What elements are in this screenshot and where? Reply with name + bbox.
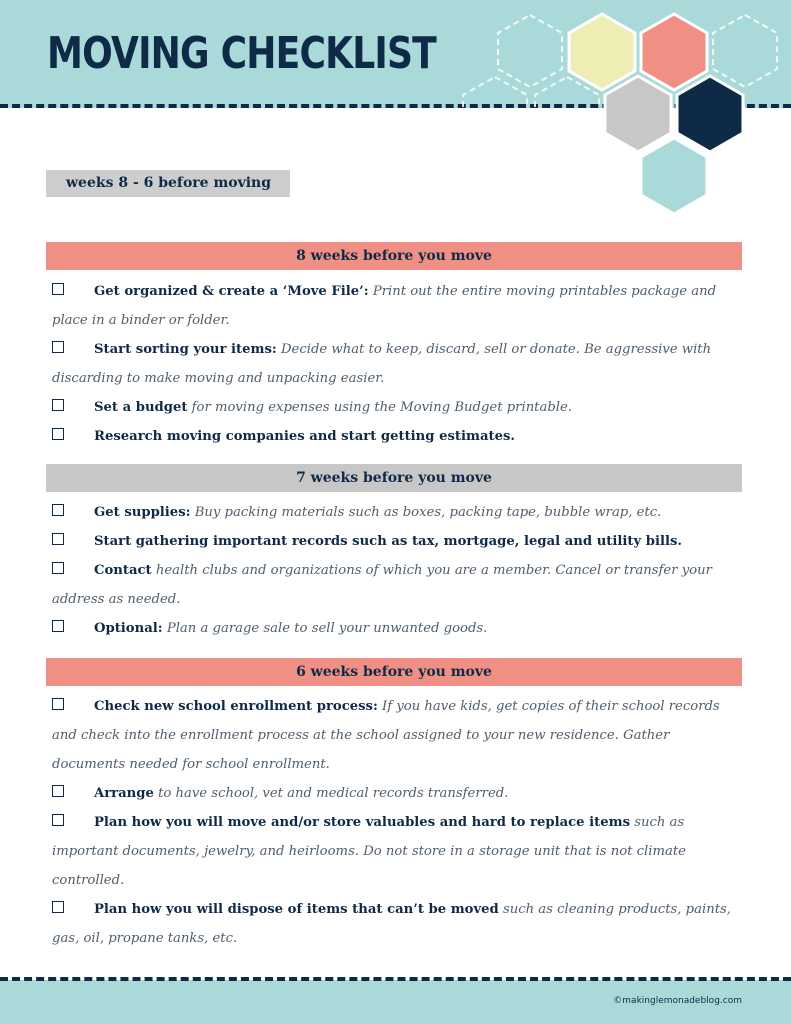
section-6-weeks-list <box>52 692 742 953</box>
hexagon-gray <box>605 76 671 152</box>
footer-dashed-border <box>0 977 791 981</box>
checkbox[interactable] <box>52 620 64 632</box>
section-heading-7-weeks: 7 weeks before you move <box>46 464 742 492</box>
checkbox[interactable] <box>52 283 64 295</box>
list-item: Plan how you will dispose of items that can’t be moved such as cleaning products, paints, gas, oil, propane tanks, etc. <box>52 902 731 946</box>
list-item: Check new school enrollment process: If you have kids, get copies of their school records and check into the enrollment process at the school assigned to your new residence. Gather documents needed for school enrollment. <box>52 699 720 772</box>
hexagon-navy <box>677 76 743 152</box>
weeks-range-label: weeks 8 - 6 before moving <box>46 170 290 197</box>
list-item: Get supplies: Buy packing materials such as boxes, packing tape, bubble wrap, etc. <box>52 498 742 527</box>
copyright-text: ©makinglemonadeblog.com <box>613 996 742 1006</box>
checkbox[interactable] <box>52 562 64 574</box>
section-8-weeks-list <box>52 277 742 451</box>
list-item: Start sorting your items: Decide what to keep, discard, sell or donate. Be aggressive with discarding to make moving and unpacking easier. <box>52 342 712 386</box>
checkbox[interactable] <box>52 504 64 516</box>
list-item: Contact health clubs and organizations of which you are a member. Cancel or transfer your address as needed. <box>52 563 712 607</box>
list-item: Get organized & create a ‘Move File’: Print out the entire moving printables package and place in a binder or folder. <box>52 284 717 328</box>
list-item: Arrange to have school, vet and medical records transferred. <box>52 779 742 808</box>
checkbox[interactable] <box>52 698 64 710</box>
page-title: MOVING CHECKLIST <box>47 28 436 79</box>
list-item: Start gathering important records such as tax, mortgage, legal and utility bills. <box>52 527 742 556</box>
section-heading-6-weeks: 6 weeks before you move <box>46 658 742 686</box>
checkbox[interactable] <box>52 399 64 411</box>
section-7-weeks-list <box>52 498 742 643</box>
hexagon-teal <box>641 138 707 214</box>
list-item: Set a budget for moving expenses using the Moving Budget printable. <box>52 393 742 422</box>
checkbox[interactable] <box>52 533 64 545</box>
list-item: Research moving companies and start getting estimates. <box>52 422 742 451</box>
section-heading-8-weeks: 8 weeks before you move <box>46 242 742 270</box>
checkbox[interactable] <box>52 341 64 353</box>
hexagon-yellow <box>569 14 635 90</box>
hexagon-decoration <box>455 0 791 220</box>
list-item: Optional: Plan a garage sale to sell your unwanted goods. <box>52 614 742 643</box>
hexagon-coral <box>641 14 707 90</box>
list-item: Plan how you will move and/or store valuables and hard to replace items such as important documents, jewelry, and heirlooms. Do not store in a storage unit that is not climate controlled. <box>52 815 686 888</box>
checkbox[interactable] <box>52 901 64 913</box>
checkbox[interactable] <box>52 785 64 797</box>
checkbox[interactable] <box>52 428 64 440</box>
checkbox[interactable] <box>52 814 64 826</box>
